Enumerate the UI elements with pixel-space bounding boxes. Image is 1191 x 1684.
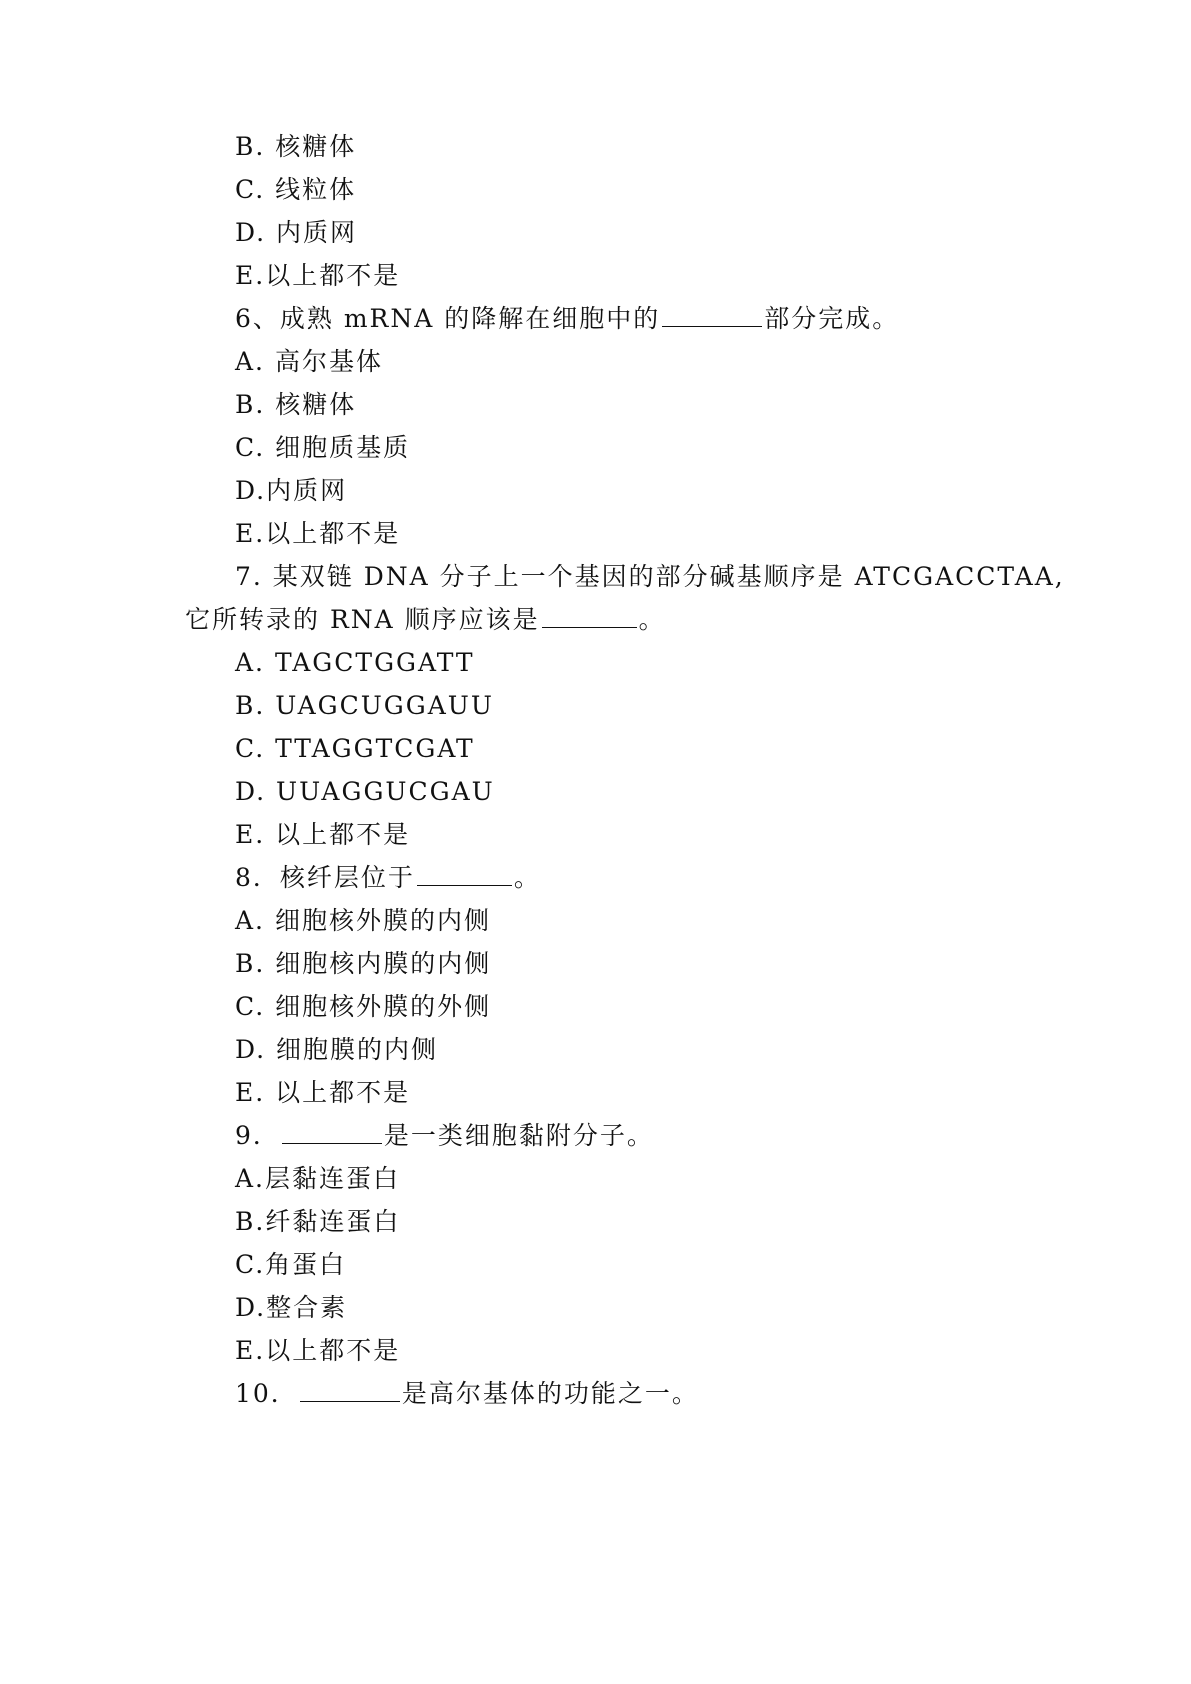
question-9 [235, 1120, 654, 1152]
option-line: B. 核糖体 [235, 132, 357, 161]
option-line: A. 高尔基体 [235, 347, 383, 376]
option-line: E.以上都不是 [235, 261, 401, 290]
question-9-number: 9． [235, 1121, 280, 1150]
option-line: E. 以上都不是 [235, 820, 411, 849]
option-line: A. 细胞核外膜的内侧 [235, 906, 491, 935]
question-10-number: 10． [235, 1379, 298, 1408]
question-9-text: 是一类细胞黏附分子。 [383, 1121, 654, 1150]
option-line: C. 线粒体 [235, 175, 357, 204]
question-6 [235, 303, 899, 335]
option-line: C. 细胞核外膜的外侧 [235, 992, 492, 1021]
option-line: C. TTAGGTCGAT [235, 734, 475, 763]
option-line: A. TAGCTGGATT [235, 648, 475, 677]
question-6-text-end: 部分完成。 [764, 304, 900, 333]
answer-blank [300, 1379, 400, 1402]
question-7-text: 它所转录的 RNA 顺序应该是 [185, 605, 540, 634]
option-line: D. UUAGGUCGAU [235, 777, 495, 806]
question-8-text: 8．核纤层位于 [235, 863, 415, 892]
question-7-continued [185, 604, 666, 636]
option-line: C. 细胞质基质 [235, 433, 411, 462]
option-line: B. UAGCUGGAUU [235, 691, 494, 720]
question-6-text: 6、成熟 mRNA 的降解在细胞中的 [235, 304, 661, 333]
question-10 [235, 1378, 699, 1410]
answer-blank [662, 304, 762, 327]
question-7: 7. 某双链 DNA 分子上一个基因的部分碱基顺序是 ATCGACCTAA, [235, 562, 1065, 591]
option-line: B. 核糖体 [235, 390, 357, 419]
answer-blank [282, 1121, 382, 1144]
option-line: A.层黏连蛋白 [235, 1164, 401, 1193]
option-line: D.内质网 [235, 476, 348, 505]
option-line: B. 细胞核内膜的内侧 [235, 949, 492, 978]
option-line: B.纤黏连蛋白 [235, 1207, 401, 1236]
option-line: D.整合素 [235, 1293, 348, 1322]
option-line: E.以上都不是 [235, 1336, 401, 1365]
option-line: D. 内质网 [235, 218, 358, 247]
option-line: C.角蛋白 [235, 1250, 347, 1279]
question-10-text: 是高尔基体的功能之一。 [401, 1379, 699, 1408]
question-8 [235, 862, 541, 894]
option-line: E.以上都不是 [235, 519, 401, 548]
option-line: E. 以上都不是 [235, 1078, 411, 1107]
question-7-text-end: 。 [638, 605, 666, 634]
option-line: D. 细胞膜的内侧 [235, 1035, 439, 1064]
answer-blank [417, 863, 512, 886]
answer-blank [542, 605, 637, 628]
question-8-text-end: 。 [513, 863, 541, 892]
